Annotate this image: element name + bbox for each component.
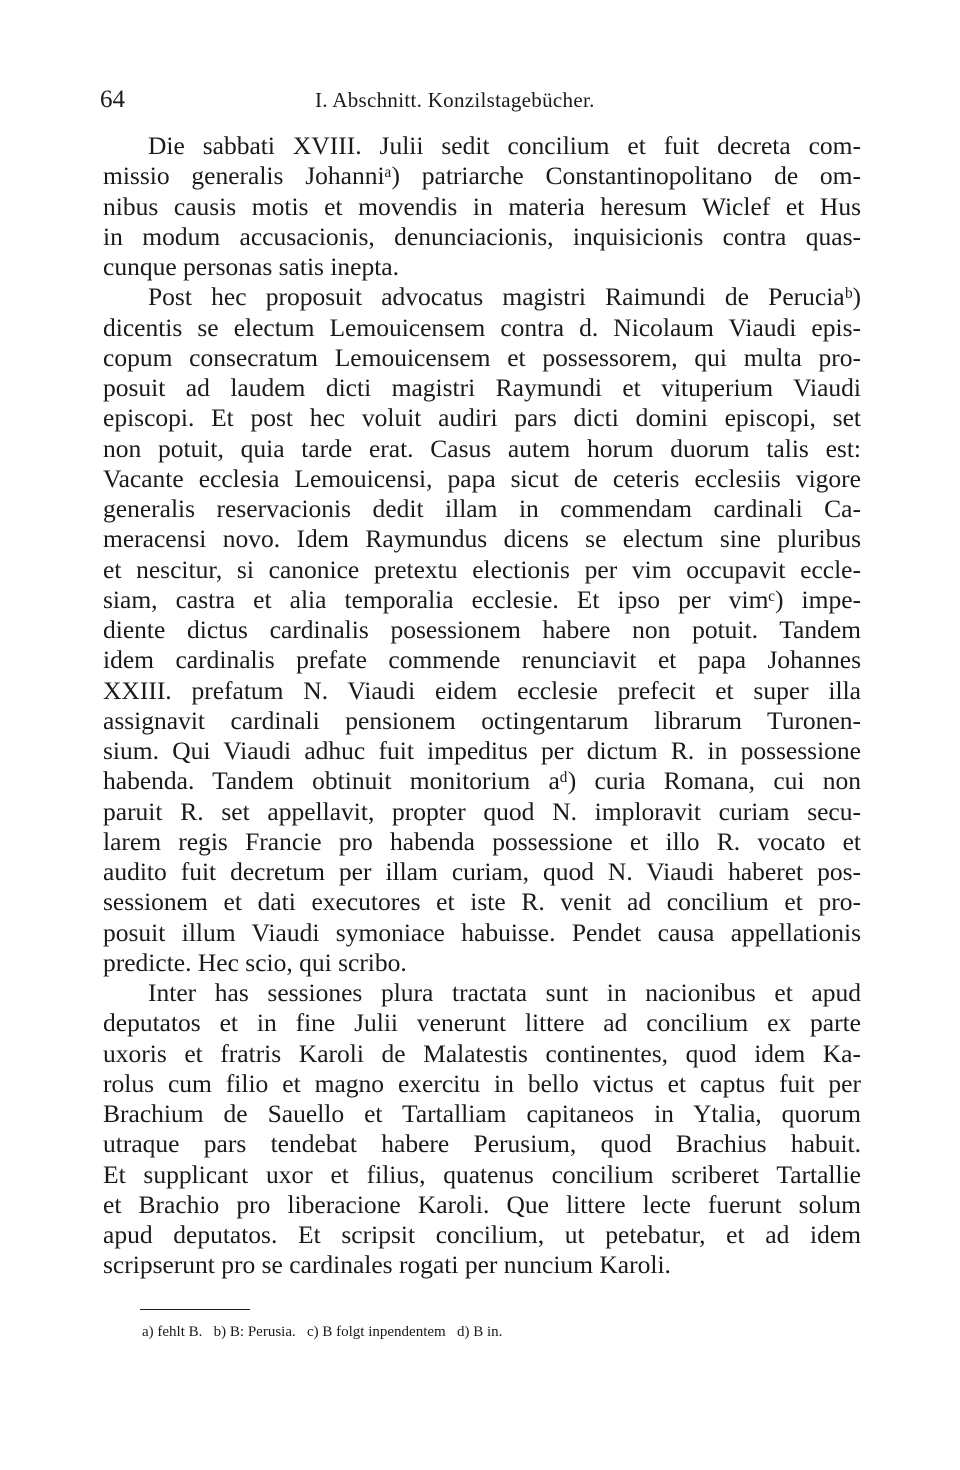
text-line: generalis reservacionis dedit illam in commendam cardinali Ca- xyxy=(103,494,861,523)
text-line: scripserunt pro se cardinales rogati per nuncium Karoli. xyxy=(103,1250,671,1280)
text-line: Et supplicant uxor et filius, quatenus concilium scriberet Tartallie xyxy=(103,1159,861,1189)
text-line: larem regis Francie pro habenda possessione et illo R. vocato et xyxy=(103,826,861,856)
text-line: sium. Qui Viaudi adhuc fuit impeditus per dictum R. in possessione xyxy=(103,736,861,765)
text-line: meracensi novo. Idem Raymundus dicens se electum sine pluribus xyxy=(103,524,861,554)
text-line: in modum accusacionis, denunciacionis, inquisicionis contra quas- xyxy=(103,221,861,251)
footnotes xyxy=(142,1320,502,1344)
text-line: apud deputatos. Et scripsit concilium, ut petebatur, et ad idem xyxy=(103,1220,861,1249)
text-line: et nescitur, si canonice pretextu electionis per vim occupavit eccle- xyxy=(103,554,861,584)
text-line: uxoris et fratris Karoli de Malatestis continentes, quod idem Ka- xyxy=(103,1038,861,1068)
text-line: nibus causis motis et movendis in materia heresum Wiclef et Hus xyxy=(103,191,861,221)
text-line: siam, castra et alia temporalia ecclesie. Et ipso per vimᶜ) impe- xyxy=(103,584,861,614)
body-text xyxy=(103,131,861,1281)
text-line: et Brachio pro liberacione Karoli. Que littere lecte fuerunt solum xyxy=(103,1189,861,1219)
text-line: utraque pars tendebat habere Perusium, quod Brachius habuit. xyxy=(103,1129,861,1159)
text-line: sessionem et dati executores et iste R. venit ad concilium et pro- xyxy=(103,887,861,917)
footnote-divider xyxy=(140,1309,250,1310)
text-line: XXIII. prefatum N. Viaudi eidem ecclesie prefecit et super illa xyxy=(103,675,861,705)
footnote-b: b) B: Perusia. xyxy=(213,1324,296,1340)
text-line: Die sabbati XVIII. Julii sedit concilium et fuit decreta com- xyxy=(148,131,861,160)
running-head-title: I. Abschnitt. Konzilstagebücher. xyxy=(315,88,595,112)
text-line: episcopi. Et post hec voluit audiri pars dicti domini episcopi, set xyxy=(103,403,861,433)
page-number: 64 xyxy=(100,86,125,113)
footnote-d: d) B in. xyxy=(456,1324,503,1340)
text-line: rolus cum filio et magno exercitu in bello victus et captus fuit per xyxy=(103,1068,861,1098)
text-line: copum consecratum Lemouicensem et possessorem, qui multa pro- xyxy=(103,342,861,372)
text-line: posuit ad laudem dicti magistri Raymundi et vituperium Viaudi xyxy=(103,373,861,402)
text-line: paruit R. set appellavit, propter quod N. imploravit curiam secu- xyxy=(103,796,861,826)
text-line: dicentis se electum Lemouicensem contra d. Nicolaum Viaudi epis- xyxy=(103,312,861,342)
footnote-a: a) fehlt B. xyxy=(142,1324,203,1340)
text-line: deputatos et in fine Julii venerunt littere ad concilium ex parte xyxy=(103,1008,861,1038)
text-line: missio generalis Johanniᵃ) patriarche Constantinopolitano de om- xyxy=(103,161,861,191)
text-line: Vacante ecclesia Lemouicensi, papa sicut de ceteris ecclesiis vigore xyxy=(103,463,861,493)
text-line: assignavit cardinali pensionem octingentarum librarum Turonen- xyxy=(103,705,861,735)
text-line: predicte. Hec scio, qui scribo. xyxy=(103,947,407,977)
text-line: non potuit, quia tarde erat. Casus autem horum duorum talis est: xyxy=(103,433,861,463)
text-line: habenda. Tandem obtinuit monitorium aᵈ) curia Romana, cui non xyxy=(103,766,861,796)
text-line: Inter has sessiones plura tractata sunt in nacionibus et apud xyxy=(148,978,861,1007)
text-line: posuit illum Viaudi symoniace habuisse. Pendet causa appellationis xyxy=(103,917,861,947)
text-line: audito fuit decretum per illam curiam, quod N. Viaudi haberet pos- xyxy=(103,857,861,886)
running-head xyxy=(0,80,960,120)
text-line: diente dictus cardinalis posessionem habere non potuit. Tandem xyxy=(103,615,861,644)
text-line: Post hec proposuit advocatus magistri Raimundi de Peruciaᵇ) xyxy=(148,282,861,312)
text-line: idem cardinalis prefate commende renunciavit et papa Johannes xyxy=(103,645,861,675)
text-line: cunque personas satis inepta. xyxy=(103,252,400,281)
text-line: Brachium de Sauello et Tartalliam capitaneos in Ytalia, quorum xyxy=(103,1099,861,1128)
footnote-c: c) B folgt inpendentem xyxy=(306,1324,446,1340)
